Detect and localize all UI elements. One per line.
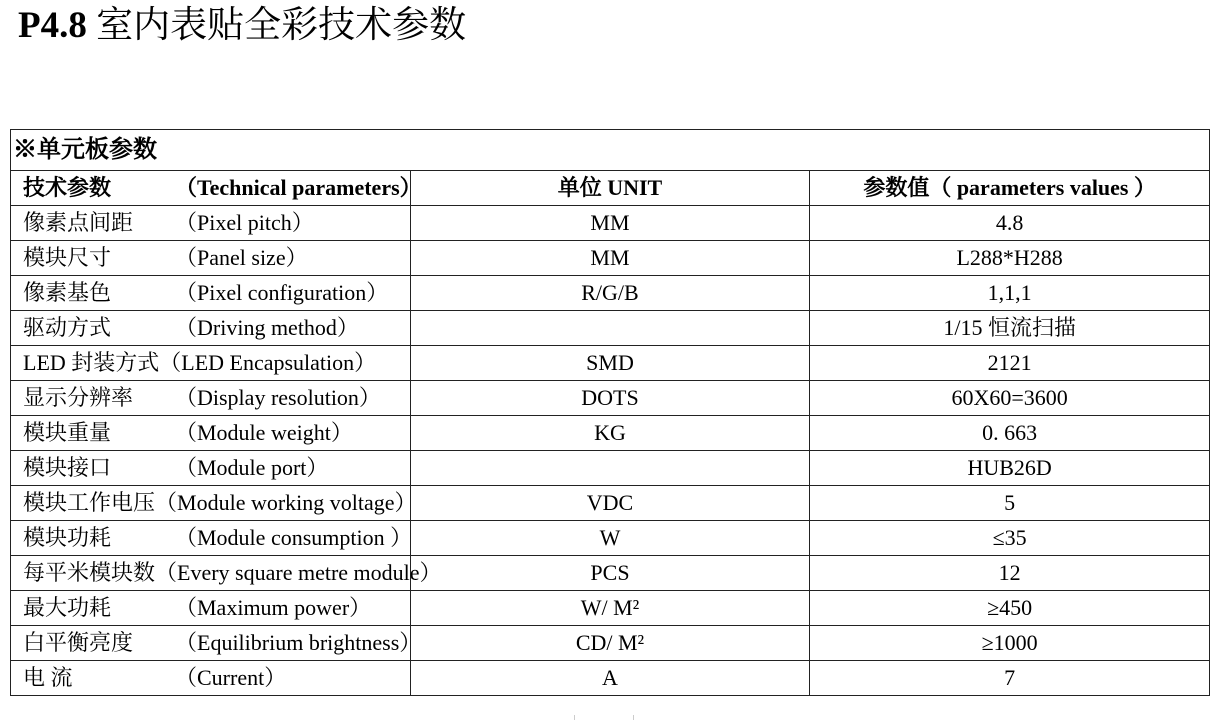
param-name-en: （Module port）: [175, 455, 329, 480]
param-cell: [11, 626, 422, 661]
table-row: [11, 591, 1210, 626]
table-row: [11, 311, 1210, 346]
value-cell: L288*H288: [810, 241, 1210, 276]
unit-cell: CD/ M²: [410, 626, 810, 661]
value-cell: 0. 663: [810, 416, 1210, 451]
unit-cell: MM: [410, 206, 810, 241]
param-name-en: （Pixel pitch）: [175, 210, 314, 235]
param-name-en: （LED Encapsulation）: [159, 350, 377, 375]
value-cell: ≥1000: [810, 626, 1210, 661]
param-cell: [11, 241, 411, 276]
unit-cell: W: [410, 521, 810, 556]
table-row: [11, 486, 1210, 521]
table-row: [11, 206, 1210, 241]
value-cell: 1/15 恒流扫描: [810, 311, 1210, 346]
param-cell: [11, 661, 411, 696]
header-row: [11, 171, 1210, 206]
unit-cell: PCS: [410, 556, 810, 591]
param-name-cn: 像素基色: [23, 280, 112, 305]
param-cell: [11, 381, 411, 416]
value-cell: ≥450: [810, 591, 1210, 626]
document-title: [18, 2, 466, 50]
unit-cell: KG: [410, 416, 810, 451]
param-cell: [11, 451, 411, 486]
value-cell: HUB26D: [810, 451, 1210, 486]
param-cell: [11, 556, 442, 591]
param-cell: [11, 486, 417, 521]
title-model: P4.8: [18, 5, 87, 46]
title-text: 室内表贴全彩技术参数: [86, 5, 467, 46]
param-name-cn: 电 流: [23, 665, 73, 690]
value-cell: 4.8: [810, 206, 1210, 241]
unit-cell: MM: [410, 241, 810, 276]
param-name-en: （Module working voltage）: [155, 490, 417, 515]
table-row: [11, 381, 1210, 416]
param-name-cn: 模块功耗: [23, 525, 112, 550]
value-cell: 1,1,1: [810, 276, 1210, 311]
param-cell: [11, 276, 411, 311]
table-row: [11, 626, 1210, 661]
param-cell: [11, 521, 411, 556]
table-row: [11, 346, 1210, 381]
param-name-en: （Module consumption ）: [175, 525, 413, 550]
unit-cell: R/G/B: [410, 276, 810, 311]
table-row: [11, 451, 1210, 486]
param-name-en: （Driving method）: [175, 315, 359, 340]
param-name-cn: 白平衡亮度: [23, 630, 134, 655]
unit-cell: SMD: [410, 346, 810, 381]
header-param-cn: 技术参数: [23, 175, 112, 200]
table-row: [11, 661, 1210, 696]
param-name-cn: 模块接口: [23, 455, 112, 480]
spec-table: [10, 129, 1210, 696]
section-row: [11, 130, 1210, 171]
param-name-cn: 像素点间距: [23, 210, 134, 235]
table-row: [11, 276, 1210, 311]
param-name-en: （Equilibrium brightness）: [175, 630, 422, 655]
header-param-en: （Technical parameters）: [175, 175, 422, 200]
param-name-en: （Maximum power）: [175, 595, 372, 620]
unit-cell: VDC: [410, 486, 810, 521]
param-name-cn: 模块工作电压: [23, 490, 156, 515]
param-name-en: （Pixel configuration）: [175, 280, 389, 305]
value-cell: ≤35: [810, 521, 1210, 556]
page-break-mark: [574, 715, 634, 720]
param-name-en: （Current）: [175, 665, 287, 690]
value-cell: 60X60=3600: [810, 381, 1210, 416]
param-name-cn: 每平米模块数: [23, 560, 156, 585]
param-name-cn: 模块尺寸: [23, 245, 112, 270]
header-unit: 单位 UNIT: [410, 171, 810, 206]
param-cell: [11, 311, 411, 346]
param-name-cn: 最大功耗: [23, 595, 112, 620]
param-name-en: （Module weight）: [175, 420, 353, 445]
header-value: 参数值（ parameters values ）: [810, 171, 1210, 206]
value-cell: 12: [810, 556, 1210, 591]
param-name-en: （Panel size）: [175, 245, 308, 270]
param-cell: [11, 346, 411, 381]
value-cell: 2121: [810, 346, 1210, 381]
unit-cell: [410, 311, 810, 346]
unit-cell: DOTS: [410, 381, 810, 416]
header-param-cell: [11, 171, 422, 206]
section-label: ※单元板参数: [11, 130, 1210, 171]
table-row: [11, 521, 1210, 556]
param-name-en: （Every square metre module）: [155, 560, 442, 585]
unit-cell: A: [410, 661, 810, 696]
param-name-cn: LED 封装方式: [23, 350, 160, 375]
unit-cell: W/ M²: [410, 591, 810, 626]
unit-cell: [410, 451, 810, 486]
value-cell: 7: [810, 661, 1210, 696]
table-row: [11, 241, 1210, 276]
value-cell: 5: [810, 486, 1210, 521]
param-cell: [11, 206, 411, 241]
param-cell: [11, 416, 411, 451]
param-name-cn: 显示分辨率: [23, 385, 134, 410]
param-name-cn: 驱动方式: [23, 315, 112, 340]
param-name-cn: 模块重量: [23, 420, 112, 445]
param-cell: [11, 591, 411, 626]
table-row: [11, 556, 1210, 591]
param-name-en: （Display resolution）: [175, 385, 381, 410]
table-row: [11, 416, 1210, 451]
